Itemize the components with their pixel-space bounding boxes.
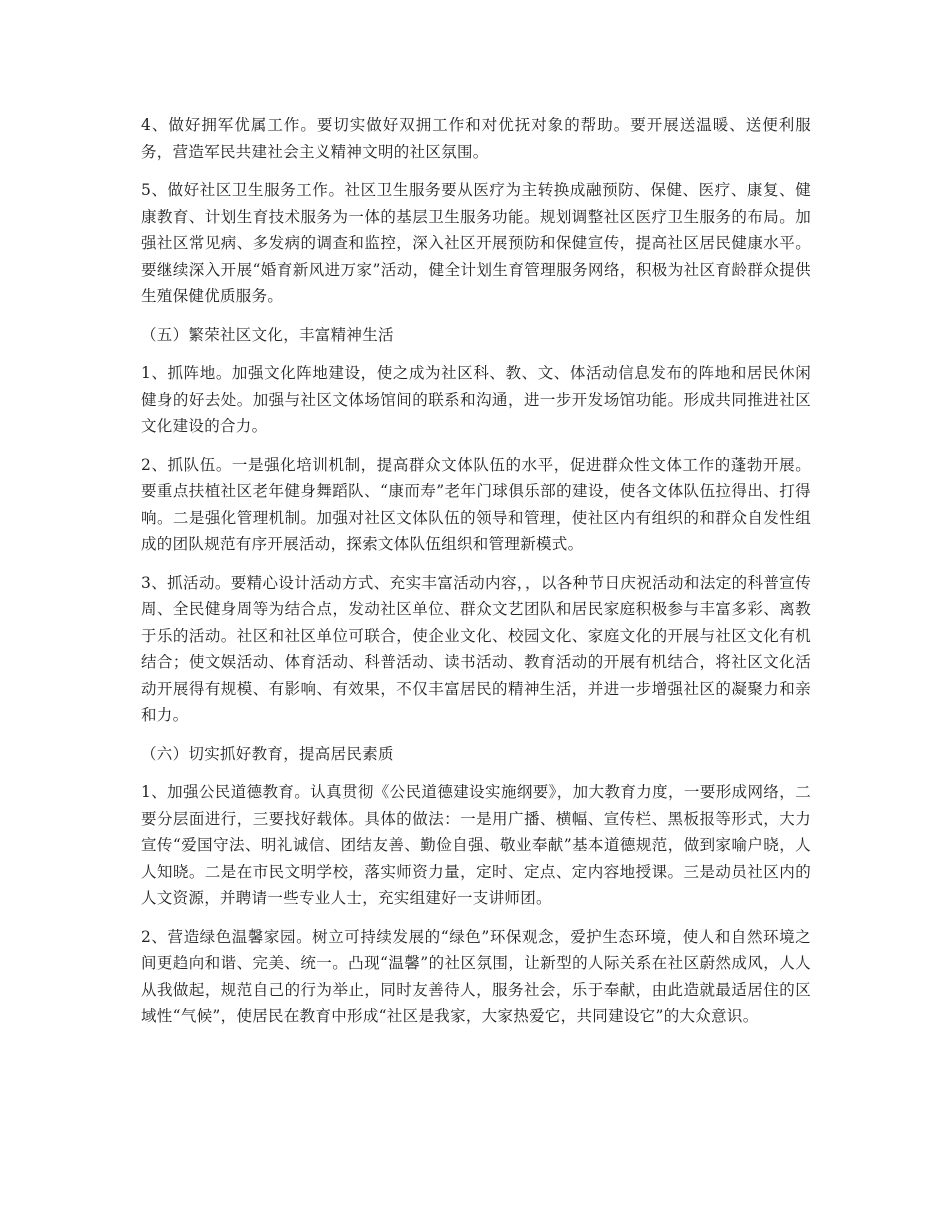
paragraph-moral-education: 1、加强公民道德教育。认真贯彻《公民道德建设实施纲要》，加大教育力度，一要形成网络，二要分层面进行，三要找好载体。具体的做法：一是用广播、横幅、宣传栏、黑板报等形式，大力宣传“爱国守法、明礼诚信、团结友善、勤俭自强、敬业奉献”基本道德规范，做到家喻户晓，人人知晓。二是在市民文明学校，落实师资力量，定时、定点、定内容地授课。三是动员社区内的人文资源，并聘请一些专业人士，充实组建好一支讲师团。 [141,783,811,907]
paragraph-community-health: 5、做好社区卫生服务工作。社区卫生服务要从医疗为主转换成融预防、保健、医疗、康复、健康教育、计划生育技术服务为一体的基层卫生服务功能。规划调整社区医疗卫生服务的布局。加强社区常见病、多发病的调查和监控，深入社区开展预防和保健宣传，提高社区居民健康水平。要继续深入开展“婚育新风进万家”活动，健全计划生育管理服务网络，积极为社区育龄群众提供生殖保健优质服务。 [141,181,811,305]
section-heading-culture: （五）繁荣社区文化，丰富精神生活 [141,325,394,344]
paragraph-culture-venues: 1、抓阵地。加强文化阵地建设，使之成为社区科、教、文、体活动信息发布的阵地和居民休闲健身的好去处。加强与社区文体场馆间的联系和沟通，进一步开发场馆功能。形成共同推进社区文化建设的合力。 [141,364,811,435]
paragraph-green-home: 2、营造绿色温馨家园。树立可持续发展的“绿色”环保观念，爱护生态环境，使人和自然环境之间更趋向和谐、完美、统一。凸现“温馨”的社区氛围，让新型的人际关系在社区蔚然成风，人人从我做起，规范自己的行为举止，同时友善待人，服务社会，乐于奉献，由此造就最适居住的区域性“气候”，使居民在教育中形成“社区是我家，大家热爱它，共同建设它”的大众意识。 [141,927,811,1025]
paragraph-culture-activities: 3、抓活动。要精心设计活动方式、充实丰富活动内容，，以各种节日庆祝活动和法定的科普宣传周、全民健身周等为结合点，发动社区单位、群众文艺团队和居民家庭积极参与丰富多彩、离教于乐的活动。社区和社区单位可联合，使企业文化、校园文化、家庭文化的开展与社区文化有机结合；使文娱活动、体育活动、科普活动、读书活动、教育活动的开展有机结合，将社区文化活动开展得有规模、有影响、有效果，不仅丰富居民的精神生活，并进一步增强社区的凝聚力和亲和力。 [141,573,811,724]
document-body [141,112,811,1042]
paragraph-military-support: 4、做好拥军优属工作。要切实做好双拥工作和对优抚对象的帮助。要开展送温暖、送便利服务，营造军民共建社会主义精神文明的社区氛围。 [141,116,811,161]
paragraph-culture-teams: 2、抓队伍。一是强化培训机制，提高群众文体队伍的水平，促进群众性文体工作的蓬勃开展。要重点扶植社区老年健身舞蹈队、“康而寿”老年门球俱乐部的建设，使各文体队伍拉得出、打得响。二是强化管理机制。加强对社区文体队伍的领导和管理，使社区内有组织的和群众自发性组成的团队规范有序开展活动，探索文体队伍组织和管理新模式。 [141,455,811,553]
section-heading-education: （六）切实抓好教育，提高居民素质 [141,744,394,763]
